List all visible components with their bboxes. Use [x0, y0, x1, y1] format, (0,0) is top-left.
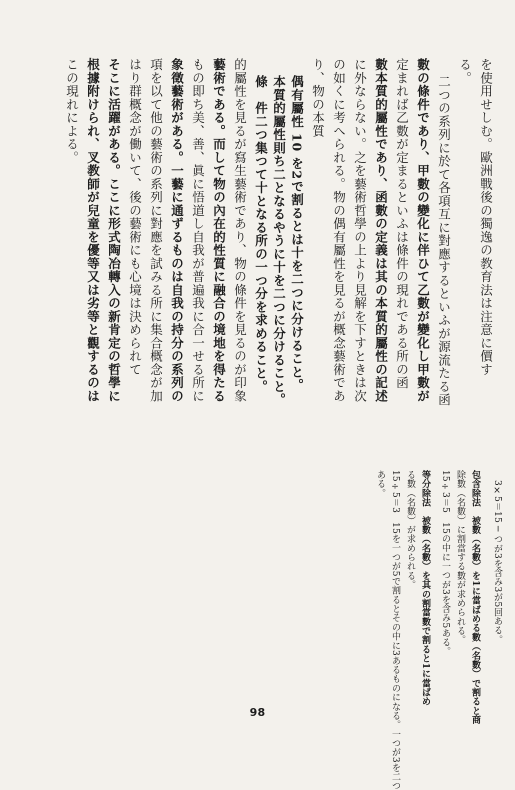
text-line: り、物の本質	[310, 58, 326, 138]
text-line: 條 件二つ集つて十となる所の一つ分を求めること。	[253, 75, 269, 393]
formula-line: 包含除法 被數（名數）を1に當ばめる數（名數）で割ると商	[470, 470, 480, 725]
formula-line: 3×5＝15 ─ つが3を含み3が5回ある。	[492, 480, 502, 645]
formula-line: る數（名數）が求められる。	[405, 470, 415, 590]
formula-line: 等分除法 被數（名數）を其の割當數で割ると1に當ばめ	[420, 470, 430, 706]
text-line: この現れによる。	[64, 58, 80, 164]
text-line: 數の條件であり、甲數の變化に伴ひて乙數が變化し甲數が	[415, 58, 431, 403]
text-line: る。	[457, 58, 473, 85]
text-line: 定まれば乙數が定まるといふは條件の現れである所の函	[394, 58, 410, 390]
text-line: 二つの系列に於て各項互に對應するといふが源流たる函	[436, 75, 452, 407]
text-line: 象徵藝術がある。一藝に通ずるものは自我の持分の系列の	[169, 58, 185, 403]
text-line: を使用せしむ。歐洲戰後の獨逸の教育法は注意に價す	[478, 58, 494, 376]
formula-line: 15÷3＝5 15の中に一つが3を含み5ある。	[440, 470, 450, 656]
text-line: もの即ち美、善、眞に悟道し自我が普遍我に合一せる所に	[190, 58, 206, 403]
page-number: 98	[249, 706, 266, 719]
text-line: に外ならない。之を藝術哲學の上より見解を下すときは次	[352, 58, 368, 403]
text-line: 根據附けられ、叉教師が兒童を優等又は劣等と觀するのは	[85, 58, 101, 403]
text-line: 本質的屬性則ち二となるやうに十を二つに分けること。	[271, 75, 287, 407]
text-line: 數本質的屬性であり、函數の定義は其の本質的屬性の記述	[373, 58, 389, 403]
text-line: そこに活躍がある。ここに形式陶冶轉入の新肯定の哲學に	[106, 58, 122, 403]
formula-line: 15÷5＝3 15を一つが5で割るとその中に3あるものになる。一つが3を二つ	[390, 470, 400, 790]
text-line: 藝術である。而して物の內在的性質に融合の境地を得たる	[211, 58, 227, 403]
formula-line: ある。	[375, 470, 385, 498]
text-line: 項を以て他の藝術の系列に對應を試みる所に集合概念が加	[148, 58, 164, 403]
formula-line: 除數（名數）に割當する數が求められる。	[455, 470, 465, 645]
text-line: 的屬性を見るが寫生藝術であり、物の條件を見るのが印象	[232, 58, 248, 403]
text-line: 偶有屬性 10 を2で割るとは十を二つに分けること。	[289, 75, 305, 392]
text-line: の如くに考へられる。物の偶有屬性を見るが概念藝術であ	[331, 58, 347, 403]
text-line: はり群概念が働いて、後の藝術にも心境は決められて	[127, 58, 143, 376]
